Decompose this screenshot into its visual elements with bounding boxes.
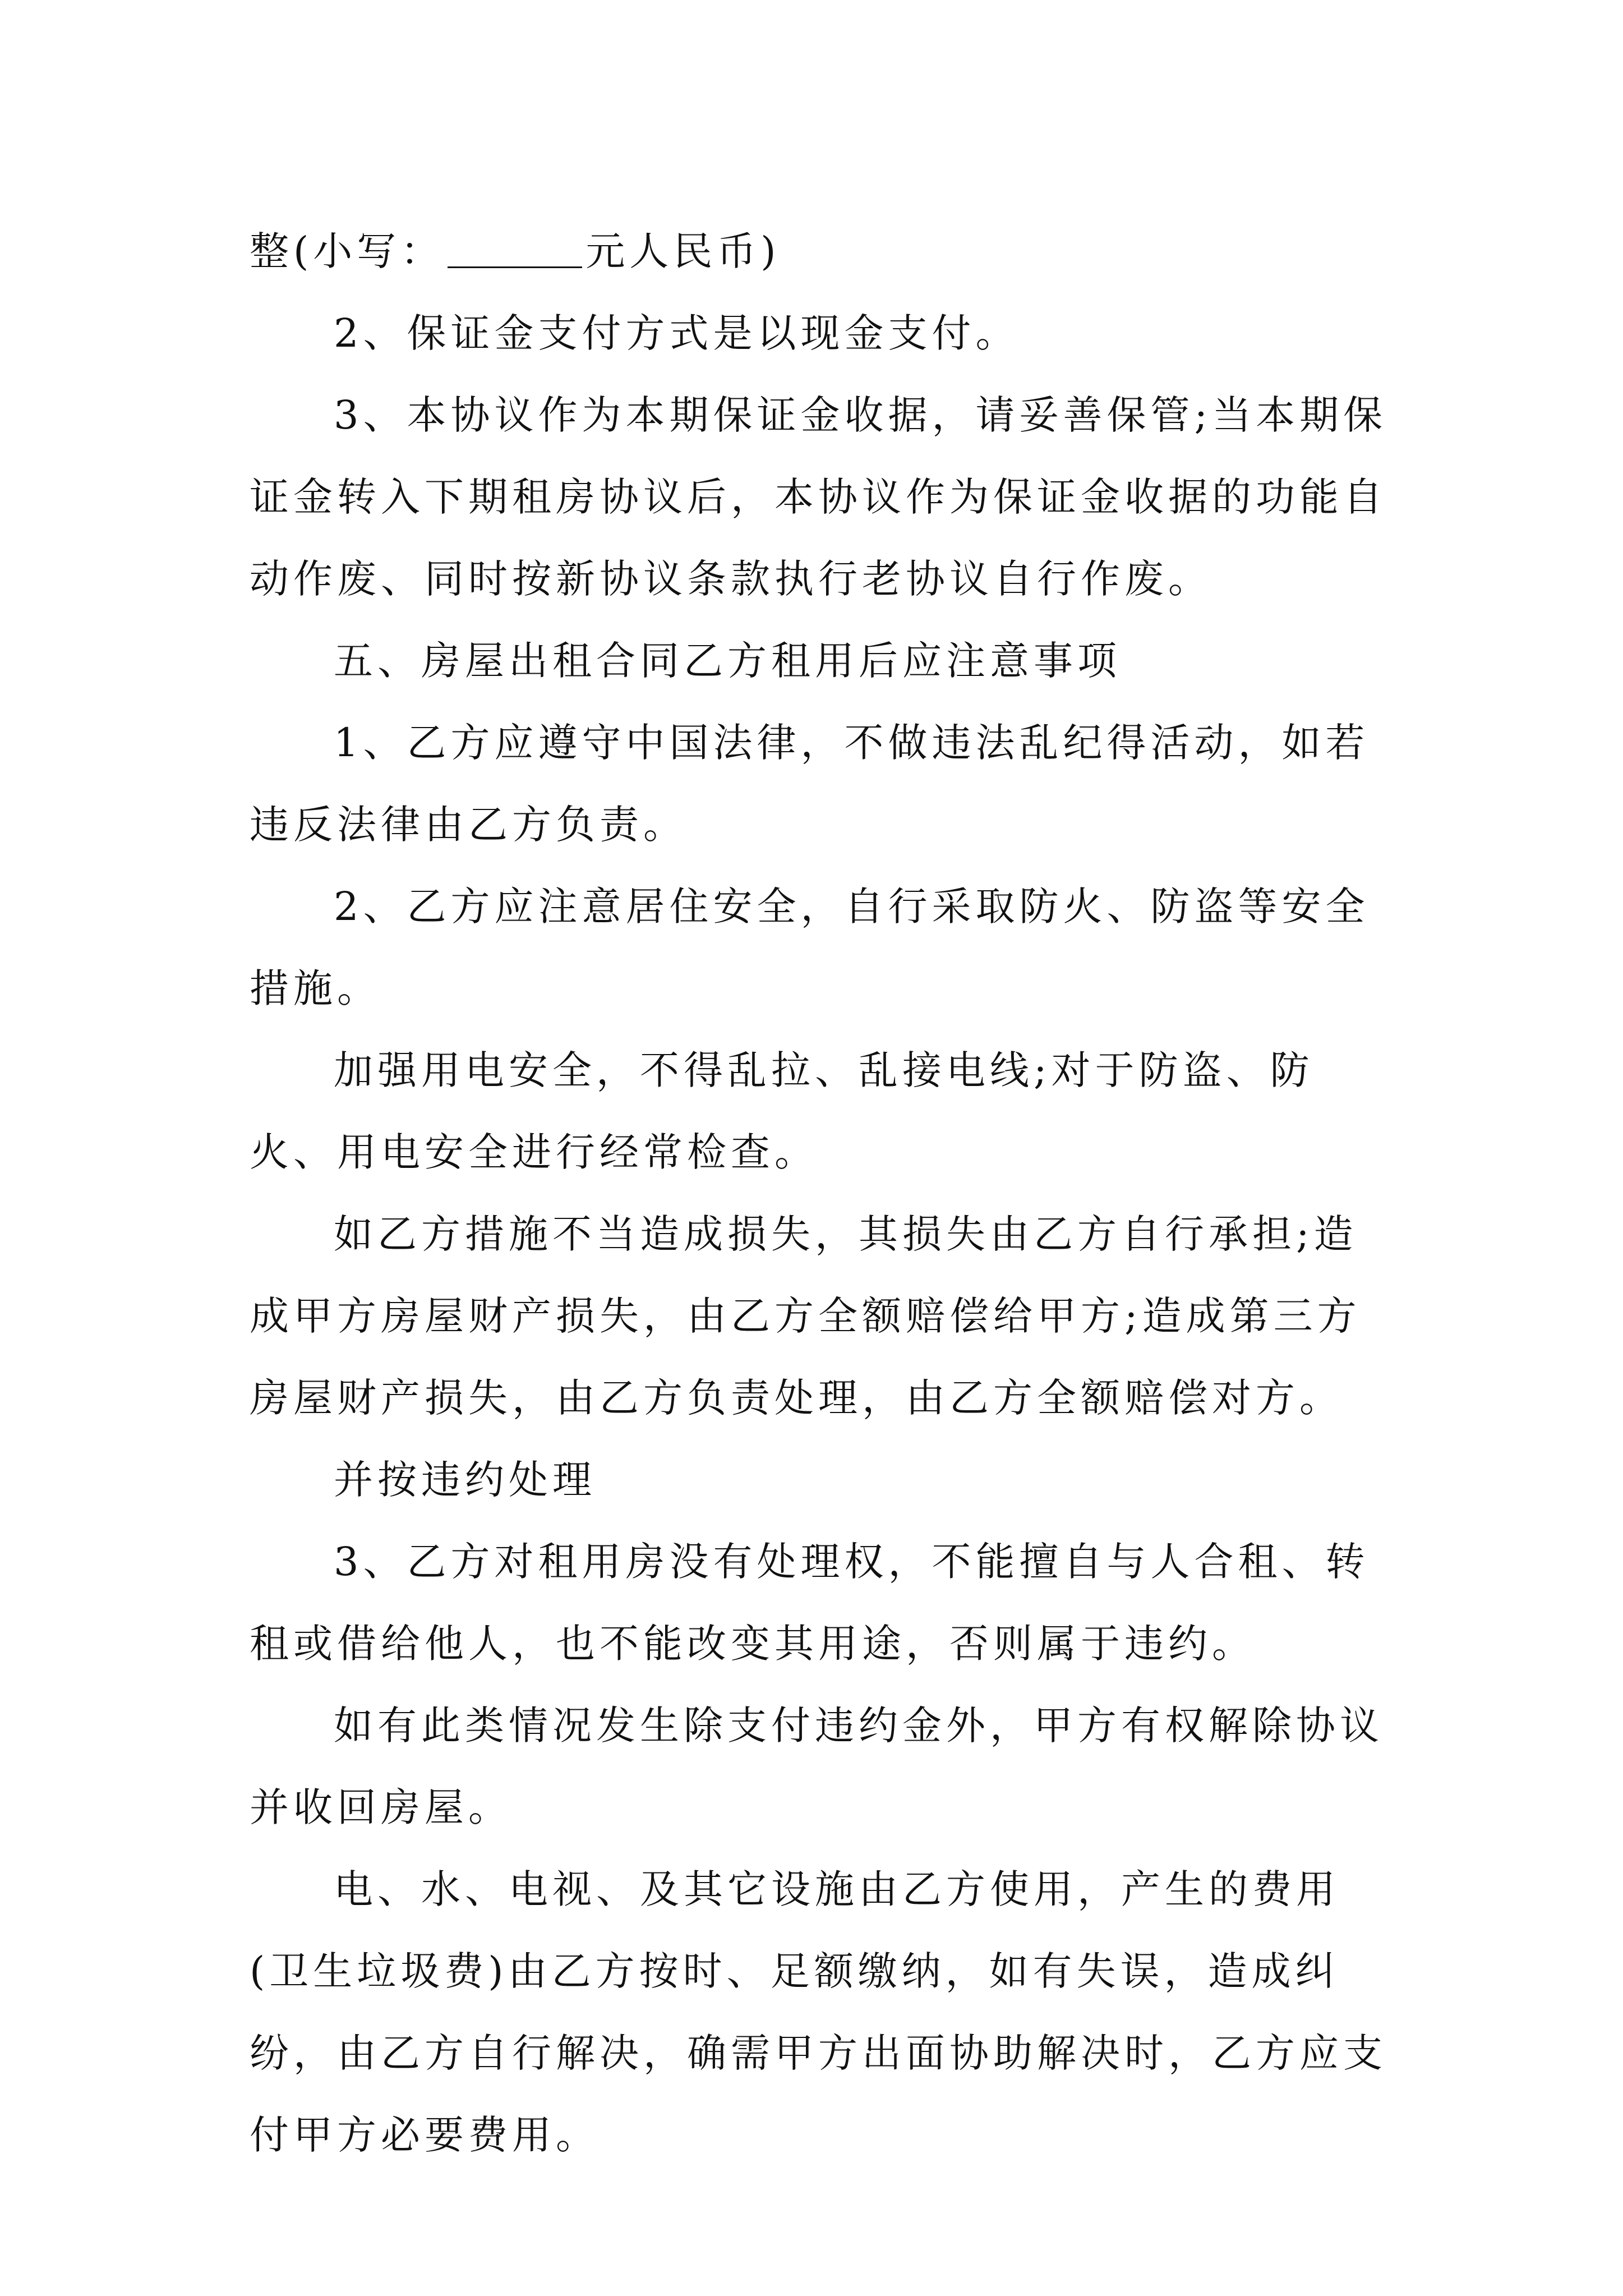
- amount-prefix: 整(小写：: [250, 228, 445, 274]
- paragraph-residential-safety: 2、乙方应注意居住安全，自行采取防火、防盗等安全措施。: [250, 884, 1370, 1011]
- paragraph-amount-line: [250, 210, 1399, 292]
- paragraph-utility-fees: 电、水、电视、及其它设施由乙方使用，产生的费用(卫生垃圾费)由乙方按时、足额缴纳，如有失误，造成纠纷，由乙方自行解决，确需甲方出面协助解决时，乙方应支付甲方必要费用。: [250, 1866, 1387, 2158]
- amount-suffix: 元人民币): [585, 228, 781, 274]
- paragraph-breach-handling: 并按违约处理: [334, 1457, 596, 1503]
- paragraph-receipt-clause: 3、本协议作为本期保证金收据，请妥善保管;当本期保证金转入下期租房协议后，本协议作为保证金收据的功能自动作废、同时按新协议条款执行老协议自行作废。: [250, 392, 1387, 602]
- paragraph-electrical-safety: 加强用电安全，不得乱拉、乱接电线;对于防盗、防火、用电安全进行经常检查。: [250, 1047, 1314, 1175]
- section-heading-five: 五、房屋出租合同乙方租用后应注意事项: [334, 638, 1121, 684]
- paragraph-termination-right: 如有此类情况发生除支付违约金外，甲方有权解除协议并收回房屋。: [250, 1703, 1384, 1830]
- paragraph-loss-liability: 如乙方措施不当造成损失，其损失由乙方自行承担;造成甲方房屋财产损失，由乙方全额赔偿给甲方;造成第三方房屋财产损失，由乙方负责处理，由乙方全额赔偿对方。: [250, 1211, 1361, 1421]
- paragraph-law-compliance: 1、乙方应遵守中国法律，不做违法乱纪得活动，如若违反法律由乙方负责。: [250, 720, 1370, 848]
- amount-blank: [448, 227, 582, 268]
- document-body: [250, 210, 1399, 2176]
- paragraph-sublet-prohibition: 3、乙方对租用房没有处理权，不能擅自与人合租、转租或借给他人，也不能改变其用途，否则属于违约。: [250, 1539, 1370, 1667]
- paragraph-payment-method: 2、保证金支付方式是以现金支付。: [334, 310, 1020, 356]
